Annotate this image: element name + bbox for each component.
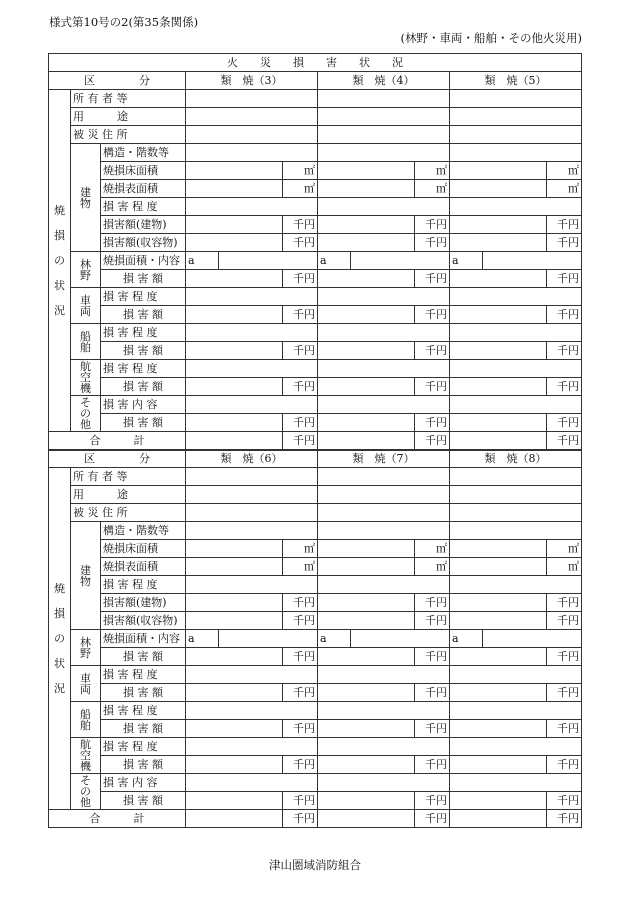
- unit-thousand_yen-label: 千円: [415, 306, 450, 324]
- entry-forest-area-field[interactable]: [351, 252, 450, 270]
- aircraft-damage-amount-label: 損 害 額: [101, 756, 186, 774]
- entry-usage-field[interactable]: [450, 108, 582, 126]
- unit-sqm-label: ㎡: [415, 558, 450, 576]
- unit-thousand_yen-label: 千円: [547, 684, 582, 702]
- entry-owner-field[interactable]: [450, 468, 582, 486]
- building-char: 物: [80, 196, 91, 210]
- entry-aircraft-damage-field[interactable]: [318, 378, 415, 396]
- entry-forest-damage-field[interactable]: [450, 270, 547, 288]
- vertical-label-building: [71, 522, 101, 630]
- unit-sqm-label: ㎡: [415, 162, 450, 180]
- unit-sqm-label: ㎡: [283, 162, 318, 180]
- vertical-label-vehicle: [71, 288, 101, 324]
- unit-thousand_yen-label: 千円: [415, 216, 450, 234]
- entry-other-content-field[interactable]: [186, 396, 318, 414]
- entry-floor-area-field[interactable]: [186, 162, 283, 180]
- structure-label: 構造・階数等: [101, 522, 186, 540]
- ship-damage-amount-label: 損 害 額: [101, 342, 186, 360]
- vertical-label-aircraft: [71, 360, 101, 396]
- owner-label: 所 有 者 等: [71, 468, 186, 486]
- entry-total-field[interactable]: [318, 432, 415, 450]
- unit-thousand_yen-label: 千円: [283, 378, 318, 396]
- aircraft-char: 航: [80, 360, 91, 373]
- burn-status-char: 損: [54, 229, 65, 242]
- unit-thousand_yen-label: 千円: [547, 756, 582, 774]
- entry-other-damage-field[interactable]: [318, 414, 415, 432]
- usage-label: 用 途: [71, 486, 186, 504]
- address-label: 被 災 住 所: [71, 126, 186, 144]
- building-damage-degree-label: 損 害 程 度: [101, 576, 186, 594]
- vehicle-damage-degree-label: 損 害 程 度: [101, 288, 186, 306]
- unit-sqm-label: ㎡: [547, 558, 582, 576]
- forest-char: 林: [80, 635, 91, 649]
- building-char: 物: [80, 574, 91, 588]
- vehicle-char: 車: [80, 671, 91, 685]
- damage-building-label: 損害額(建物): [101, 594, 186, 612]
- vehicle-damage-degree-label: 損 害 程 度: [101, 666, 186, 684]
- forest-damage-amount-label: 損 害 額: [101, 648, 186, 666]
- unit-thousand_yen-label: 千円: [415, 684, 450, 702]
- entry-total-field[interactable]: [450, 810, 547, 828]
- building-damage-degree-label: 損 害 程 度: [101, 198, 186, 216]
- total-label: 合 計: [49, 432, 186, 450]
- burn-status-char: 状: [54, 657, 65, 670]
- unit-sqm-label: ㎡: [547, 162, 582, 180]
- ship-char: 船: [80, 329, 91, 343]
- entry-ship-degree-field[interactable]: [186, 324, 318, 342]
- entry-address-field[interactable]: [450, 126, 582, 144]
- unit-thousand_yen-label: 千円: [547, 216, 582, 234]
- entry-forest-area-field[interactable]: [483, 630, 582, 648]
- organization-footer: 津山圏域消防組合: [269, 858, 361, 872]
- unit-thousand_yen-label: 千円: [415, 810, 450, 828]
- forest-area-label: 焼損面積・内容: [101, 630, 186, 648]
- entry-other-damage-field[interactable]: [186, 792, 283, 810]
- entry-usage-field[interactable]: [186, 486, 318, 504]
- column-header: 類 焼（8）: [450, 450, 582, 468]
- forest-char: 野: [80, 268, 91, 282]
- unit-thousand_yen-label: 千円: [415, 720, 450, 738]
- unit-are-label: a: [186, 630, 219, 648]
- entry-address-field[interactable]: [318, 126, 450, 144]
- entry-forest-area-field[interactable]: [219, 252, 318, 270]
- table-title: 火 災 損 害 状 況: [49, 54, 582, 72]
- burn-status-char: 損: [54, 607, 65, 620]
- unit-thousand_yen-label: 千円: [283, 234, 318, 252]
- unit-thousand_yen-label: 千円: [283, 810, 318, 828]
- entry-surface-area-field[interactable]: [318, 558, 415, 576]
- unit-thousand_yen-label: 千円: [283, 756, 318, 774]
- vertical-label-burn-status: [49, 90, 71, 432]
- entry-aircraft-degree-field[interactable]: [186, 738, 318, 756]
- unit-thousand_yen-label: 千円: [415, 432, 450, 450]
- unit-thousand_yen-label: 千円: [415, 378, 450, 396]
- structure-label: 構造・階数等: [101, 144, 186, 162]
- unit-thousand_yen-label: 千円: [415, 594, 450, 612]
- entry-damage-contents-field[interactable]: [450, 234, 547, 252]
- entry-floor-area-field[interactable]: [450, 540, 547, 558]
- other-char: 他: [80, 418, 91, 431]
- unit-thousand_yen-label: 千円: [547, 810, 582, 828]
- ship-damage-degree-label: 損 害 程 度: [101, 702, 186, 720]
- unit-thousand_yen-label: 千円: [283, 720, 318, 738]
- entry-ship-damage-field[interactable]: [450, 342, 547, 360]
- entry-structure-field[interactable]: [450, 144, 582, 162]
- other-char: 他: [80, 796, 91, 809]
- floor-area-label: 焼損床面積: [101, 162, 186, 180]
- total-label: 合 計: [49, 810, 186, 828]
- entry-aircraft-damage-field[interactable]: [186, 378, 283, 396]
- entry-structure-field[interactable]: [318, 522, 450, 540]
- forest-area-label: 焼損面積・内容: [101, 252, 186, 270]
- unit-are-label: a: [450, 252, 483, 270]
- column-header: 類 焼（7）: [318, 450, 450, 468]
- entry-damage-building-field[interactable]: [186, 216, 283, 234]
- entry-forest-damage-field[interactable]: [318, 270, 415, 288]
- entry-vehicle-degree-field[interactable]: [186, 666, 318, 684]
- vertical-label-ship: [71, 324, 101, 360]
- surface-area-label: 焼損表面積: [101, 558, 186, 576]
- entry-aircraft-damage-field[interactable]: [186, 756, 283, 774]
- entry-forest-area-field[interactable]: [219, 630, 318, 648]
- unit-sqm-label: ㎡: [415, 540, 450, 558]
- entry-ship-damage-field[interactable]: [318, 342, 415, 360]
- vertical-label-forest: [71, 252, 101, 288]
- vehicle-char: 車: [80, 293, 91, 307]
- entry-structure-field[interactable]: [450, 522, 582, 540]
- vertical-label-aircraft: [71, 738, 101, 774]
- unit-thousand_yen-label: 千円: [415, 756, 450, 774]
- vehicle-damage-amount-label: 損 害 額: [101, 684, 186, 702]
- entry-other-content-field[interactable]: [318, 396, 450, 414]
- entry-surface-area-field[interactable]: [450, 180, 547, 198]
- entry-total-field[interactable]: [318, 810, 415, 828]
- unit-thousand_yen-label: 千円: [547, 792, 582, 810]
- entry-owner-field[interactable]: [450, 90, 582, 108]
- entry-aircraft-degree-field[interactable]: [450, 360, 582, 378]
- ship-char: 舶: [80, 718, 91, 732]
- entry-vehicle-degree-field[interactable]: [318, 666, 450, 684]
- unit-are-label: a: [450, 630, 483, 648]
- usage-label: 用 途: [71, 108, 186, 126]
- entry-aircraft-degree-field[interactable]: [186, 360, 318, 378]
- entry-vehicle-damage-field[interactable]: [450, 684, 547, 702]
- entry-address-field[interactable]: [186, 126, 318, 144]
- entry-vehicle-degree-field[interactable]: [450, 288, 582, 306]
- entry-ship-degree-field[interactable]: [318, 702, 450, 720]
- unit-sqm-label: ㎡: [547, 180, 582, 198]
- aircraft-char: 機: [80, 760, 91, 773]
- entry-address-field[interactable]: [318, 504, 450, 522]
- entry-owner-field[interactable]: [186, 90, 318, 108]
- vertical-label-ship: [71, 702, 101, 738]
- entry-usage-field[interactable]: [318, 108, 450, 126]
- entry-ship-damage-field[interactable]: [186, 342, 283, 360]
- entry-other-damage-field[interactable]: [318, 792, 415, 810]
- unit-thousand_yen-label: 千円: [283, 216, 318, 234]
- entry-ship-damage-field[interactable]: [318, 720, 415, 738]
- entry-owner-field[interactable]: [318, 90, 450, 108]
- entry-damage-degree-field[interactable]: [450, 576, 582, 594]
- vertical-label-other: [71, 774, 101, 810]
- entry-damage-contents-field[interactable]: [450, 612, 547, 630]
- unit-thousand_yen-label: 千円: [547, 648, 582, 666]
- other-char: の: [80, 785, 91, 798]
- entry-other-content-field[interactable]: [186, 774, 318, 792]
- entry-other-damage-field[interactable]: [186, 414, 283, 432]
- unit-thousand_yen-label: 千円: [547, 594, 582, 612]
- unit-sqm-label: ㎡: [283, 540, 318, 558]
- other-damage-content-label: 損 害 内 容: [101, 396, 186, 414]
- other-char: そ: [80, 774, 91, 787]
- entry-damage-degree-field[interactable]: [318, 198, 450, 216]
- unit-thousand_yen-label: 千円: [415, 342, 450, 360]
- unit-thousand_yen-label: 千円: [415, 270, 450, 288]
- entry-vehicle-damage-field[interactable]: [186, 306, 283, 324]
- entry-floor-area-field[interactable]: [186, 540, 283, 558]
- unit-thousand_yen-label: 千円: [283, 792, 318, 810]
- other-damage-content-label: 損 害 内 容: [101, 774, 186, 792]
- burn-status-char: の: [54, 632, 65, 645]
- aircraft-damage-degree-label: 損 害 程 度: [101, 738, 186, 756]
- address-label: 被 災 住 所: [71, 504, 186, 522]
- entry-damage-degree-field[interactable]: [318, 576, 450, 594]
- unit-are-label: a: [318, 252, 351, 270]
- column-header: 類 焼（4）: [318, 72, 450, 90]
- entry-total-field[interactable]: [186, 810, 283, 828]
- entry-damage-degree-field[interactable]: [450, 198, 582, 216]
- entry-total-field[interactable]: [450, 432, 547, 450]
- entry-damage-contents-field[interactable]: [318, 612, 415, 630]
- surface-area-label: 焼損表面積: [101, 180, 186, 198]
- entry-vehicle-damage-field[interactable]: [186, 684, 283, 702]
- entry-forest-area-field[interactable]: [483, 252, 582, 270]
- forest-damage-amount-label: 損 害 額: [101, 270, 186, 288]
- vertical-label-vehicle: [71, 666, 101, 702]
- unit-sqm-label: ㎡: [283, 558, 318, 576]
- entry-aircraft-degree-field[interactable]: [318, 360, 450, 378]
- aircraft-damage-degree-label: 損 害 程 度: [101, 360, 186, 378]
- burn-status-char: 況: [54, 304, 65, 317]
- column-header: 類 焼（6）: [186, 450, 318, 468]
- burn-status-char: の: [54, 254, 65, 267]
- entry-usage-field[interactable]: [186, 108, 318, 126]
- kubun-header: 区 分: [49, 72, 186, 90]
- entry-aircraft-damage-field[interactable]: [450, 756, 547, 774]
- entry-damage-degree-field[interactable]: [186, 576, 318, 594]
- entry-damage-degree-field[interactable]: [186, 198, 318, 216]
- unit-thousand_yen-label: 千円: [283, 432, 318, 450]
- building-char: 建: [80, 185, 91, 199]
- entry-structure-field[interactable]: [318, 144, 450, 162]
- column-header: 類 焼（3）: [186, 72, 318, 90]
- unit-sqm-label: ㎡: [415, 180, 450, 198]
- entry-forest-damage-field[interactable]: [186, 648, 283, 666]
- entry-address-field[interactable]: [450, 504, 582, 522]
- damage-report-sheet: [48, 53, 582, 828]
- unit-sqm-label: ㎡: [283, 180, 318, 198]
- unit-sqm-label: ㎡: [547, 540, 582, 558]
- entry-surface-area-field[interactable]: [450, 558, 547, 576]
- burn-status-char: 況: [54, 682, 65, 695]
- entry-damage-contents-field[interactable]: [186, 234, 283, 252]
- unit-are-label: a: [186, 252, 219, 270]
- vertical-label-other: [71, 396, 101, 432]
- entry-vehicle-degree-field[interactable]: [186, 288, 318, 306]
- entry-damage-building-field[interactable]: [318, 594, 415, 612]
- other-damage-amount-label: 損 害 額: [101, 792, 186, 810]
- ship-damage-amount-label: 損 害 額: [101, 720, 186, 738]
- vertical-label-forest: [71, 630, 101, 666]
- entry-other-damage-field[interactable]: [450, 414, 547, 432]
- entry-owner-field[interactable]: [186, 468, 318, 486]
- entry-surface-area-field[interactable]: [186, 558, 283, 576]
- entry-surface-area-field[interactable]: [318, 180, 415, 198]
- entry-vehicle-degree-field[interactable]: [318, 288, 450, 306]
- entry-vehicle-degree-field[interactable]: [450, 666, 582, 684]
- entry-structure-field[interactable]: [186, 144, 318, 162]
- entry-vehicle-damage-field[interactable]: [450, 306, 547, 324]
- forest-char: 林: [80, 257, 91, 271]
- other-char: の: [80, 407, 91, 420]
- unit-thousand_yen-label: 千円: [547, 306, 582, 324]
- damage-contents-label: 損害額(収容物): [101, 234, 186, 252]
- burn-status-char: 焼: [54, 204, 65, 217]
- entry-ship-degree-field[interactable]: [450, 702, 582, 720]
- unit-thousand_yen-label: 千円: [283, 342, 318, 360]
- entry-other-content-field[interactable]: [450, 774, 582, 792]
- entry-other-content-field[interactable]: [318, 774, 450, 792]
- unit-thousand_yen-label: 千円: [283, 270, 318, 288]
- unit-thousand_yen-label: 千円: [547, 720, 582, 738]
- vehicle-char: 両: [80, 304, 91, 318]
- ship-char: 舶: [80, 340, 91, 354]
- entry-ship-degree-field[interactable]: [450, 324, 582, 342]
- ship-char: 船: [80, 707, 91, 721]
- entry-damage-building-field[interactable]: [450, 216, 547, 234]
- aircraft-damage-amount-label: 損 害 額: [101, 378, 186, 396]
- entry-structure-field[interactable]: [186, 522, 318, 540]
- entry-floor-area-field[interactable]: [318, 162, 415, 180]
- building-char: 建: [80, 563, 91, 577]
- burn-status-char: 焼: [54, 582, 65, 595]
- aircraft-char: 機: [80, 382, 91, 395]
- damage-contents-label: 損害額(収容物): [101, 612, 186, 630]
- entry-damage-building-field[interactable]: [186, 594, 283, 612]
- aircraft-char: 空: [80, 749, 91, 762]
- entry-damage-contents-field[interactable]: [318, 234, 415, 252]
- owner-label: 所 有 者 等: [71, 90, 186, 108]
- unit-thousand_yen-label: 千円: [283, 648, 318, 666]
- entry-owner-field[interactable]: [318, 468, 450, 486]
- entry-total-field[interactable]: [186, 432, 283, 450]
- ship-damage-degree-label: 損 害 程 度: [101, 324, 186, 342]
- entry-surface-area-field[interactable]: [186, 180, 283, 198]
- damage-status-table: [48, 53, 582, 828]
- vehicle-damage-amount-label: 損 害 額: [101, 306, 186, 324]
- entry-vehicle-damage-field[interactable]: [318, 306, 415, 324]
- entry-damage-contents-field[interactable]: [186, 612, 283, 630]
- unit-thousand_yen-label: 千円: [547, 234, 582, 252]
- forest-char: 野: [80, 646, 91, 660]
- form-code: 様式第10号の2(第35条関係): [49, 15, 199, 29]
- column-header: 類 焼（5）: [450, 72, 582, 90]
- unit-thousand_yen-label: 千円: [547, 432, 582, 450]
- entry-ship-damage-field[interactable]: [450, 720, 547, 738]
- entry-damage-building-field[interactable]: [318, 216, 415, 234]
- burn-status-char: 状: [54, 279, 65, 292]
- unit-thousand_yen-label: 千円: [547, 612, 582, 630]
- entry-damage-building-field[interactable]: [450, 594, 547, 612]
- entry-forest-damage-field[interactable]: [318, 648, 415, 666]
- aircraft-char: 航: [80, 738, 91, 751]
- entry-ship-degree-field[interactable]: [186, 702, 318, 720]
- entry-aircraft-damage-field[interactable]: [318, 756, 415, 774]
- unit-thousand_yen-label: 千円: [547, 414, 582, 432]
- entry-aircraft-damage-field[interactable]: [450, 378, 547, 396]
- other-char: そ: [80, 396, 91, 409]
- entry-floor-area-field[interactable]: [318, 540, 415, 558]
- damage-building-label: 損害額(建物): [101, 216, 186, 234]
- entry-forest-area-field[interactable]: [351, 630, 450, 648]
- unit-thousand_yen-label: 千円: [415, 414, 450, 432]
- unit-are-label: a: [318, 630, 351, 648]
- entry-vehicle-damage-field[interactable]: [318, 684, 415, 702]
- unit-thousand_yen-label: 千円: [547, 378, 582, 396]
- entry-usage-field[interactable]: [450, 486, 582, 504]
- form-scope: (林野・車両・船舶・その他火災用): [400, 31, 582, 45]
- entry-aircraft-degree-field[interactable]: [318, 738, 450, 756]
- unit-thousand_yen-label: 千円: [283, 612, 318, 630]
- floor-area-label: 焼損床面積: [101, 540, 186, 558]
- unit-thousand_yen-label: 千円: [415, 792, 450, 810]
- vehicle-char: 両: [80, 682, 91, 696]
- entry-aircraft-degree-field[interactable]: [450, 738, 582, 756]
- unit-thousand_yen-label: 千円: [283, 594, 318, 612]
- unit-thousand_yen-label: 千円: [415, 234, 450, 252]
- unit-thousand_yen-label: 千円: [283, 306, 318, 324]
- unit-thousand_yen-label: 千円: [547, 270, 582, 288]
- vertical-label-burn-status: [49, 468, 71, 810]
- unit-thousand_yen-label: 千円: [283, 684, 318, 702]
- entry-usage-field[interactable]: [318, 486, 450, 504]
- unit-thousand_yen-label: 千円: [547, 342, 582, 360]
- entry-floor-area-field[interactable]: [450, 162, 547, 180]
- entry-forest-damage-field[interactable]: [186, 270, 283, 288]
- entry-address-field[interactable]: [186, 504, 318, 522]
- entry-other-damage-field[interactable]: [450, 792, 547, 810]
- unit-thousand_yen-label: 千円: [283, 414, 318, 432]
- entry-ship-degree-field[interactable]: [318, 324, 450, 342]
- entry-other-content-field[interactable]: [450, 396, 582, 414]
- unit-thousand_yen-label: 千円: [415, 612, 450, 630]
- unit-thousand_yen-label: 千円: [415, 648, 450, 666]
- vertical-label-building: [71, 144, 101, 252]
- other-damage-amount-label: 損 害 額: [101, 414, 186, 432]
- aircraft-char: 空: [80, 371, 91, 384]
- entry-ship-damage-field[interactable]: [186, 720, 283, 738]
- kubun-header: 区 分: [49, 450, 186, 468]
- entry-forest-damage-field[interactable]: [450, 648, 547, 666]
